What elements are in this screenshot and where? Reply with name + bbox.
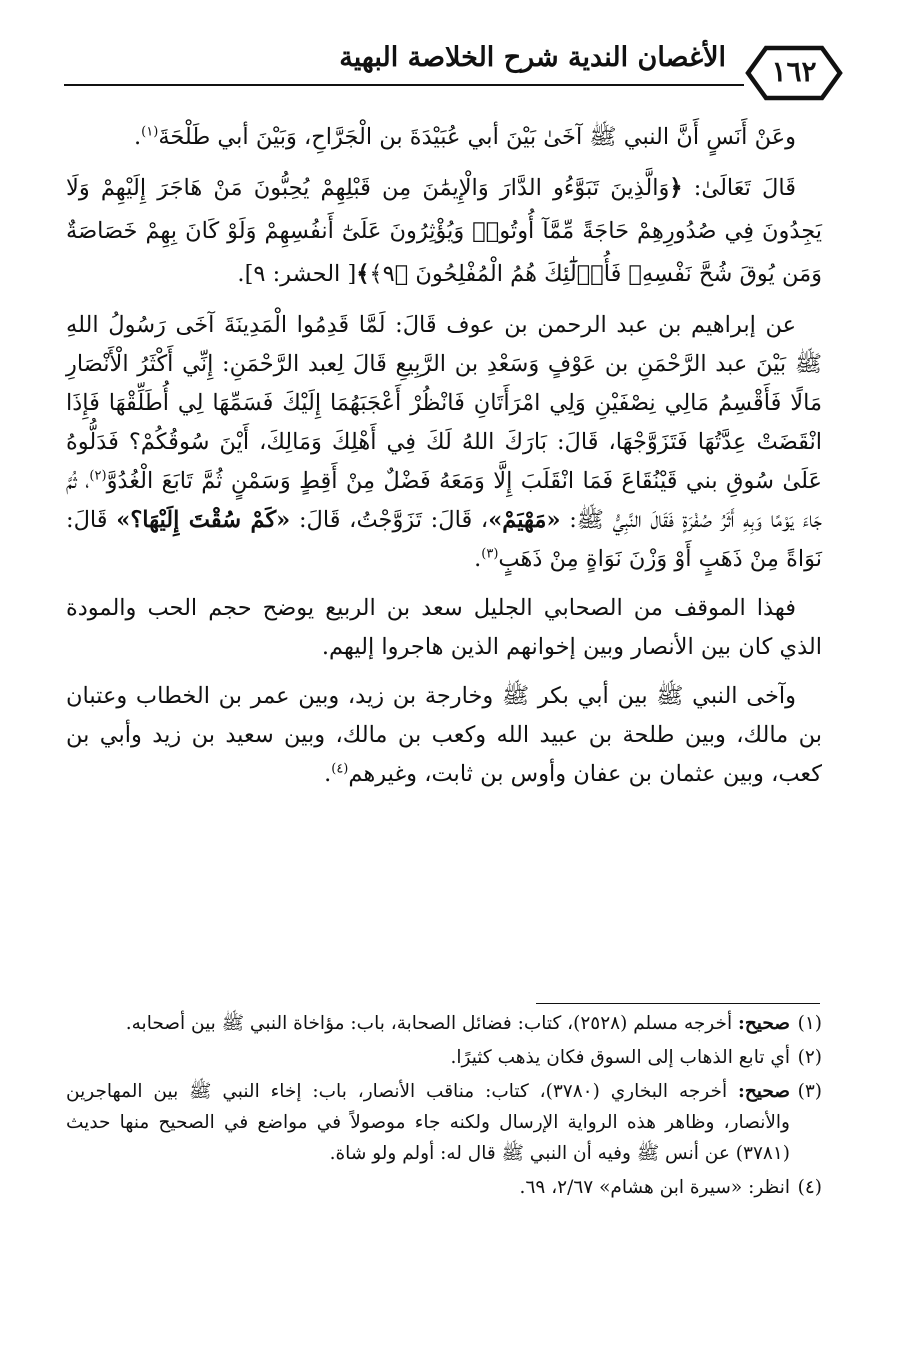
paragraph-5 [66, 677, 822, 794]
footnote-4 [66, 1172, 822, 1203]
quran-open-bracket: ﴿ [669, 175, 683, 201]
quran-reference: [ الحشر: ٩]. [237, 261, 357, 287]
hadith-quote-2: «كَمْ سُقْتَ إِلَيْهَا؟» [116, 507, 291, 533]
footnote-grade: صحيح: [737, 1013, 790, 1034]
quran-close-bracket: ﴾ [356, 261, 370, 287]
footnote-separator [536, 1003, 820, 1004]
paragraph-quran [66, 167, 822, 296]
footnote-ref-1[interactable]: (١) [141, 124, 159, 140]
footnote-3 [66, 1076, 822, 1169]
page-header [64, 38, 844, 108]
page-number-badge [744, 38, 844, 108]
paragraph-5-end: . [324, 761, 332, 787]
quran-intro: قَالَ تَعَالَىٰ: [693, 175, 796, 201]
paragraph-1-end: . [134, 124, 142, 150]
footnote-number: (٢) [797, 1047, 822, 1068]
hadith-text-2: ، ثُمَّ جَاءَ يَوْمًا وَبِهِ أَثَرُ صُفْرَةٍ فَقَالَ النَّبِيُّ ﷺ: [66, 468, 822, 533]
footnote-text: انظر: «سيرة ابن هشام» ٢/٦٧، ٦٩. [519, 1177, 790, 1198]
footnote-number: (٣) [797, 1081, 822, 1102]
footnote-ref-3[interactable]: (٣) [481, 546, 499, 562]
hadith-text-1: عن إبراهيم بن عبد الرحمن بن عوف قَالَ: لَمَّا قَدِمُوا الْمَدِينَةَ آخَى رَسُولُ اللهِ ﷺ بَيْنَ عبد الرَّحْمَنِ بن عَوْفٍ وَسَعْدِ بن الرَّبِيعِ قَالَ لِعبد الرَّحْمَنِ: إِنِّي أَكْثَرُ الْأَنْصَارِ مَالًا فَأَقْسِمُ مَالِي نِصْفَيْنِ وَلِي امْرَأَتَانِ فَانْظُرْ أَعْجَبَهُمَا إِلَيْكَ فَسَمِّهَا لِي أُطَلِّقْهَا فَإِذَا انْقَضَتْ عِدَّتُهَا فَتَزَوَّجْهَا، قَالَ: بَارَكَ اللهُ لَكَ فِي أَهْلِكَ وَمَالِكَ، أَيْنَ سُوقُكُمْ؟ فَدَلُّوهُ عَلَىٰ سُوقِ بني قَيْنُقَاعَ فَمَا انْقَلَبَ إِلَّا وَمَعَهُ فَضْلٌ مِنْ أَقِطٍ وَسَمْنٍ ثُمَّ تَابَعَ الْغُدُوَّ [66, 312, 822, 494]
body-text [66, 118, 822, 804]
paragraph-1-text: وعَنْ أَنَسٍ أَنَّ النبي ﷺ آخَىٰ بَيْنَ أبي عُبَيْدَةَ بن الْجَرَّاحِ، وَبَيْنَ أبي طَلْحَةَ [158, 124, 796, 150]
book-title: الأغصان الندية شرح الخلاصة البهية [339, 42, 726, 73]
footnote-number: (١) [797, 1013, 822, 1034]
hadith-end: . [474, 546, 482, 572]
footnote-2 [66, 1042, 822, 1073]
page-number: ١٦٢ [771, 55, 817, 88]
footnote-text: أخرجه البخاري (٣٧٨٠)، كتاب: مناقب الأنصار، باب: إخاء النبي ﷺ بين المهاجرين والأنصار، وظاهر هذه الرواية الإرسال ولكنه جاء موصولاً في مواضع في الصحيح منها حديث (٣٧٨١) عن أنس ﷺ وفيه أن النبي ﷺ قال له: أولم ولو شاة. [66, 1081, 790, 1164]
footnote-grade: صحيح: [737, 1081, 790, 1102]
paragraph-4: فهذا الموقف من الصحابي الجليل سعد بن الربيع يوضح حجم الحب والمودة الذي كان بين الأنصار وبين إخوانهم الذين هاجروا إليهم. [66, 595, 822, 660]
footnote-text: أي تابع الذهاب إلى السوق فكان يذهب كثيرًا. [450, 1047, 790, 1068]
footnote-1 [66, 1008, 822, 1039]
paragraph-hadith [66, 306, 822, 579]
header-rule [64, 84, 744, 86]
footnote-text: أخرجه مسلم (٢٥٢٨)، كتاب: فضائل الصحابة، باب: مؤاخاة النبي ﷺ بين أصحابه. [125, 1013, 738, 1034]
hadith-quote-1: «مَهْيَمْ» [488, 507, 561, 533]
footnote-number: (٤) [797, 1177, 822, 1198]
paragraph-5-text: وآخى النبي ﷺ بين أبي بكر ﷺ وخارجة بن زيد، وبين عمر بن الخطاب وعتبان بن مالك، وبين طلحة بن عبيد الله وكعب بن مالك، وبين سعيد بن زيد وأبي بن كعب، وبين عثمان بن عفان وأوس بن ثابت، وغيرهم [66, 683, 822, 787]
hadith-text-3: ، قَالَ: تَزَوَّجْتُ، قَالَ: [298, 507, 489, 533]
quran-verse: وَالَّذِينَ تَبَوَّءُو الدَّارَ وَالْإِيمَٰنَ مِن قَبْلِهِمْ يُحِبُّونَ مَنْ هَاجَرَ إِلَيْهِمْ وَلَا يَجِدُونَ فِي صُدُورِهِمْ حَاجَةً مِّمَّآ أُوتُوا۟ وَيُؤْثِرُونَ عَلَىٰٓ أَنفُسِهِمْ وَلَوْ كَانَ بِهِمْ خَصَاصَةٌ وَمَن يُوقَ شُحَّ نَفْسِهِۦ فَأُو۟لَٰٓئِكَ هُمُ الْمُفْلِحُونَ ﴿٩﴾ [66, 175, 822, 287]
hadith-text-4: قَالَ: نَوَاةً مِنْ ذَهَبٍ أَوْ وَزْنَ نَوَاةٍ مِنْ ذَهَبٍ [66, 507, 822, 572]
paragraph-1 [66, 118, 822, 157]
footnotes [66, 1008, 822, 1206]
footnote-ref-2[interactable]: (٢) [89, 468, 107, 484]
footnote-ref-4[interactable]: (٤) [331, 761, 349, 777]
